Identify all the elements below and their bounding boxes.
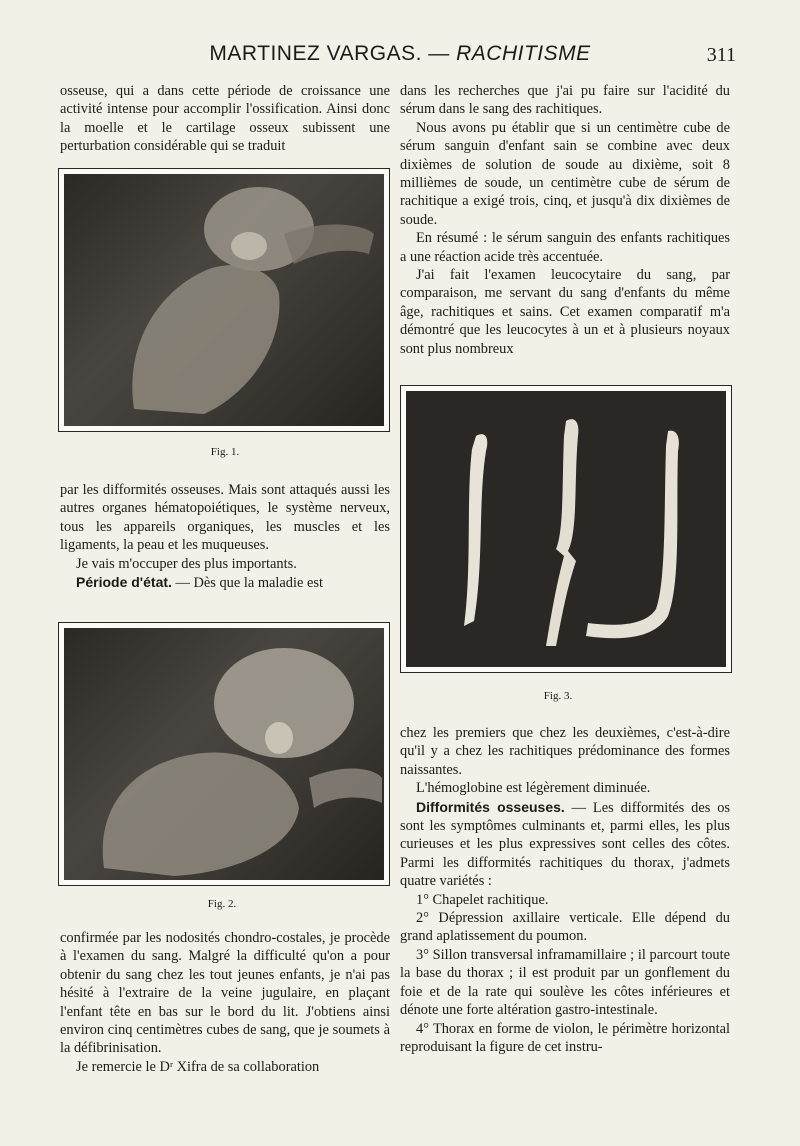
section-periode — [60, 573, 390, 592]
section-difformites — [400, 798, 730, 891]
paragraph: J'ai fait l'examen leucocytaire du sang, par comparaison, me servant du sang d'enfants du même âge, rachitiques et sains. Cet examen comparatif m'a démontré que les leucocytes à un et à plusieurs noyaux sont plus nombreux — [400, 267, 730, 357]
paragraph: confirmée par les nodosités chondro-costales, je procède à l'examen du sang. Malgré la difficulté qu'on a pour obtenir du sang chez les tout jeunes enfants, je n'ai pas hésité à l'extraire de la veine jugulaire, en plaçant l'enfant tête en bas sur le bord du lit. J'obtiens ainsi environ cinq centimètres cubes de sang, que je soumets à la défibrinisation. — [60, 930, 390, 1057]
paragraph: dans les recherches que j'ai pu faire sur l'acidité du sérum dans le sang des rachitiques. — [400, 83, 730, 118]
running-header — [60, 38, 740, 72]
deformity-list — [400, 891, 730, 1057]
figure-2-photo — [58, 622, 390, 886]
list-item: 4° Thorax en forme de violon, le périmètre horizontal reproduisant la figure de cet instru- — [400, 1020, 730, 1055]
figure-3-photo — [400, 385, 732, 673]
paragraph: En résumé : le sérum sanguin des enfants rachitiques a une réaction acide très accentuée. — [400, 230, 730, 265]
section-heading: Période d'état. — [76, 574, 172, 591]
paragraph: Je vais m'occuper des plus importants. — [76, 555, 297, 572]
list-item: 2° Dépression axillaire verticale. Elle dépend du grand aplatissement du poumon. — [400, 910, 730, 945]
paragraph: osseuse, qui a dans cette période de croissance une activité intense pour accomplir l'ossification. Ainsi donc la moelle et le cartilage osseux subissent une perturbation considérable qui se traduit — [60, 83, 390, 155]
figure-1-child-silhouette — [64, 174, 384, 426]
running-title — [60, 42, 740, 66]
right-column-bottom — [400, 724, 730, 1056]
figure-2-image — [64, 628, 384, 880]
figure-1-photo — [58, 168, 390, 432]
running-title-author: MARTINEZ VARGAS. — — [209, 42, 457, 65]
right-column-top — [400, 82, 730, 358]
figure-3-ribs — [406, 391, 726, 667]
list-item: 3° Sillon transversal inframamillaire ; il parcourt toute la base du thorax ; il est produit par un gonflement du foie et de la rate qui soulève les côtes inférieures et dénote une forte altération gastro-intestinale. — [400, 946, 730, 1019]
paragraph: par les difformités osseuses. Mais sont attaqués aussi les autres organes hématopoiétiques, le système nerveux, tous les appareils organiques, les muscles et les ligaments, la peau et les muqueuses. — [60, 482, 390, 554]
figure-3-caption: Fig. 3. — [543, 690, 573, 702]
left-column-bottom — [60, 929, 390, 1076]
paragraph: L'hémoglobine est légèrement diminuée. — [416, 780, 651, 797]
figure-2-caption: Fig. 2. — [207, 898, 237, 910]
left-column-middle — [60, 481, 390, 592]
paragraph: chez les premiers que chez les deuxièmes, c'est-à-dire qu'il y a chez les rachitiques prédominance des formes naissantes. — [400, 725, 730, 778]
figure-1-caption: Fig. 1. — [210, 446, 240, 458]
section-text: — Dès que la maladie est — [171, 575, 323, 592]
paragraph: Je remercie le Dʳ Xifra de sa collaboration — [76, 1058, 320, 1075]
paragraph: Nous avons pu établir que si un centimètre cube de sérum sanguin d'enfant sain se combine avec deux dixièmes de solution de soude au dixième, soit 8 millièmes de soude, un centimètre cube de sérum de rachitique a exigé trois, cinq, et jusqu'à dix dixièmes de soude. — [400, 119, 730, 228]
section-heading: Difformités osseuses. — [416, 798, 565, 815]
figure-2-child-silhouette — [64, 628, 384, 880]
left-column-intro — [60, 82, 390, 156]
page-number: 311 — [706, 44, 736, 66]
figure-3-image — [406, 391, 726, 667]
section-text: — Les difformités des os sont les symptômes culminants et, parmi elles, les plus curieuses et les plus expressives sont celles des côtes. Parmi les difformités rachitiques du thorax, j'admets quatre variétés : — [400, 799, 730, 890]
list-item: 1° Chapelet rachitique. — [416, 891, 549, 908]
figure-1-image — [64, 174, 384, 426]
running-title-subject: RACHITISME — [456, 42, 591, 65]
